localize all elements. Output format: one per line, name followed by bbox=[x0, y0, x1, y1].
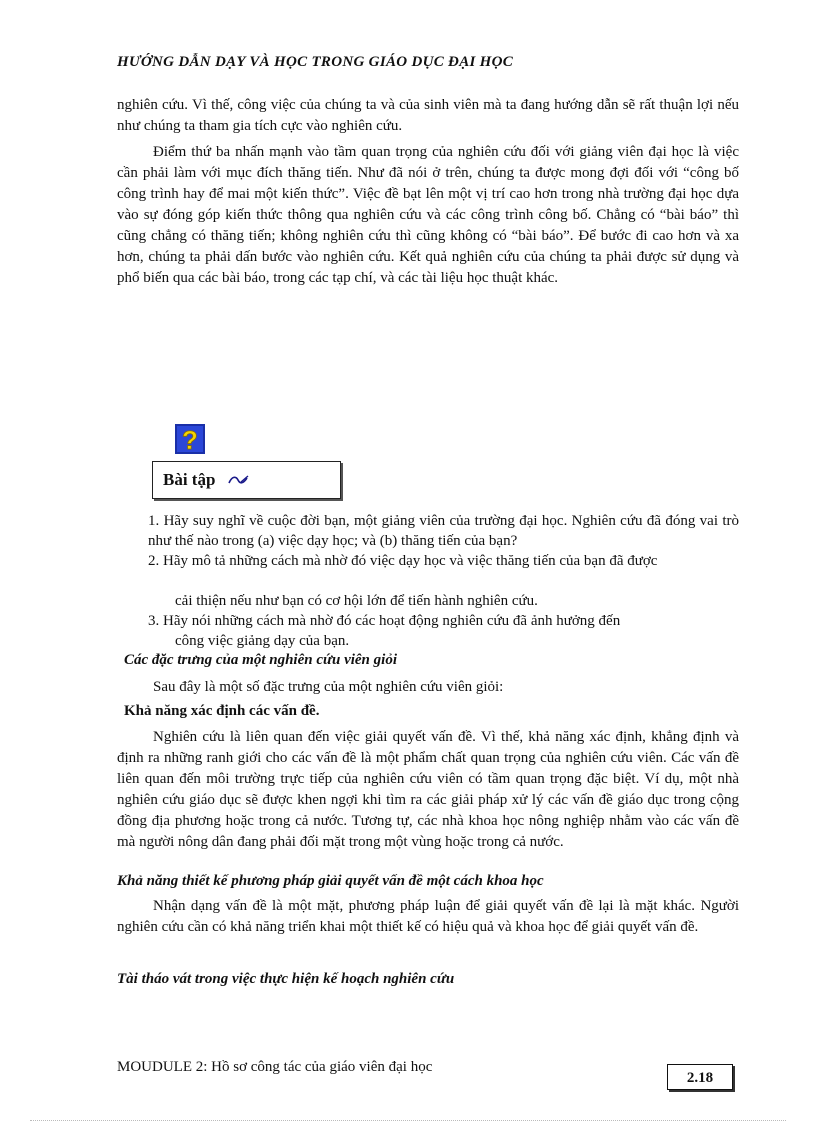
subsection-heading-3: Tài tháo vát trong việc thực hiện kế hoạch nghiên cứu bbox=[117, 971, 455, 987]
list-item-continuation: cải thiện nếu như bạn có cơ hội lớn để tiến hành nghiên cứu. bbox=[175, 593, 538, 609]
list-item-continuation: công việc giảng dạy của bạn. bbox=[175, 633, 350, 649]
section-intro: Sau đây là một số đặc trưng của một nghiên cứu viên giỏi: bbox=[153, 679, 504, 695]
page-number: 2.18 bbox=[667, 1064, 733, 1090]
svg-text:?: ? bbox=[182, 425, 198, 454]
pencil-icon bbox=[227, 473, 249, 487]
subsection-heading-1: Khả năng xác định các vấn đề. bbox=[124, 703, 320, 719]
section-heading: Các đặc trưng của một nghiên cứu viên giỏi bbox=[124, 652, 397, 668]
question-icon bbox=[175, 424, 205, 454]
exercise-box bbox=[152, 461, 341, 499]
paragraph-continuation: nghiên cứu. Vì thế, công việc của chúng ta và của sinh viên mà ta đang hướng dẫn sẽ rất thuận lợi nếu như chúng ta tham gia tích cực vào nghiên cứu. bbox=[117, 97, 739, 134]
paragraph-promotion: Điểm thứ ba nhấn mạnh vào tầm quan trọng của nghiên cứu đối với giảng viên đại học là việc cần phải làm với mục đích thăng tiến. Như đã nói ở trên, chúng ta được mong đợi đối với “công bố công trình hay để mai một kiến thức”. Việc đề bạt lên một vị trí cao hơn trong nhà trường đại học dựa vào sự đóng góp kiến thức thông qua nghiên cứu và các công trình công bố. Chẳng có “bài báo” thì cũng chẳng có thăng tiến; không nghiên cứu thì cũng không có “bài báo”. Để bước đi cao hơn và xa hơn, chúng ta phải dấn bước vào nghiên cứu. Kết quả nghiên cứu của chúng ta phải được sử dụng và phổ biến qua các bài báo, trong các tạp chí, và các tài liệu học thuật khác. bbox=[117, 144, 739, 286]
page-header-title: HƯỚNG DẪN DẠY VÀ HỌC TRONG GIÁO DỤC ĐẠI HỌC bbox=[117, 54, 514, 70]
subsection-text-2: Nhận dạng vấn đề là một mặt, phương pháp luận để giải quyết vấn đề lại là mặt khác. Người nghiên cứu cần có khả năng triển khai một thiết kế có hiệu quả và khoa học để giải quyết vấn đề. bbox=[117, 898, 739, 935]
exercise-label: Bài tập bbox=[163, 470, 216, 489]
list-item: 2. Hãy mô tả những cách mà nhờ đó việc dạy học và việc thăng tiến của bạn đã được bbox=[148, 553, 658, 569]
page-divider bbox=[30, 1120, 786, 1121]
footer-module: MOUDULE 2: Hồ sơ công tác của giáo viên đại học bbox=[117, 1059, 433, 1075]
subsection-text-1: Nghiên cứu là liên quan đến việc giải quyết vấn đề. Vì thế, khả năng xác định, khẳng định và định ra những ranh giới cho các vấn đề là một phẩm chất quan trọng của nghiên cứu viên. Các vấn đề liên quan đến môi trường trực tiếp của nghiên cứu viên có tầm quan trọng đặc biệt. Ví dụ, một nhà nghiên cứu giáo dục sẽ được khen ngợi khi tìm ra các giải pháp xử lý các vấn đề giáo dục trong cộng đồng địa phương hoặc trong cả nước. Tương tự, các nhà khoa học nông nghiệp nhằm vào các vấn đề mà người nông dân đang phải đối mặt trong một vùng hoặc trong cả nước. bbox=[117, 729, 739, 850]
list-item: 3. Hãy nói những cách mà nhờ đó các hoạt động nghiên cứu đã ảnh hưởng đến bbox=[148, 613, 621, 629]
list-item: 1. Hãy suy nghĩ về cuộc đời bạn, một giảng viên của trường đại học. Nghiên cứu đã đóng vai trò như thế nào trong (a) việc dạy học; và (b) thăng tiến của bạn? bbox=[148, 513, 739, 549]
subsection-heading-2: Khả năng thiết kế phương pháp giải quyết vấn đề một cách khoa học bbox=[117, 873, 544, 889]
